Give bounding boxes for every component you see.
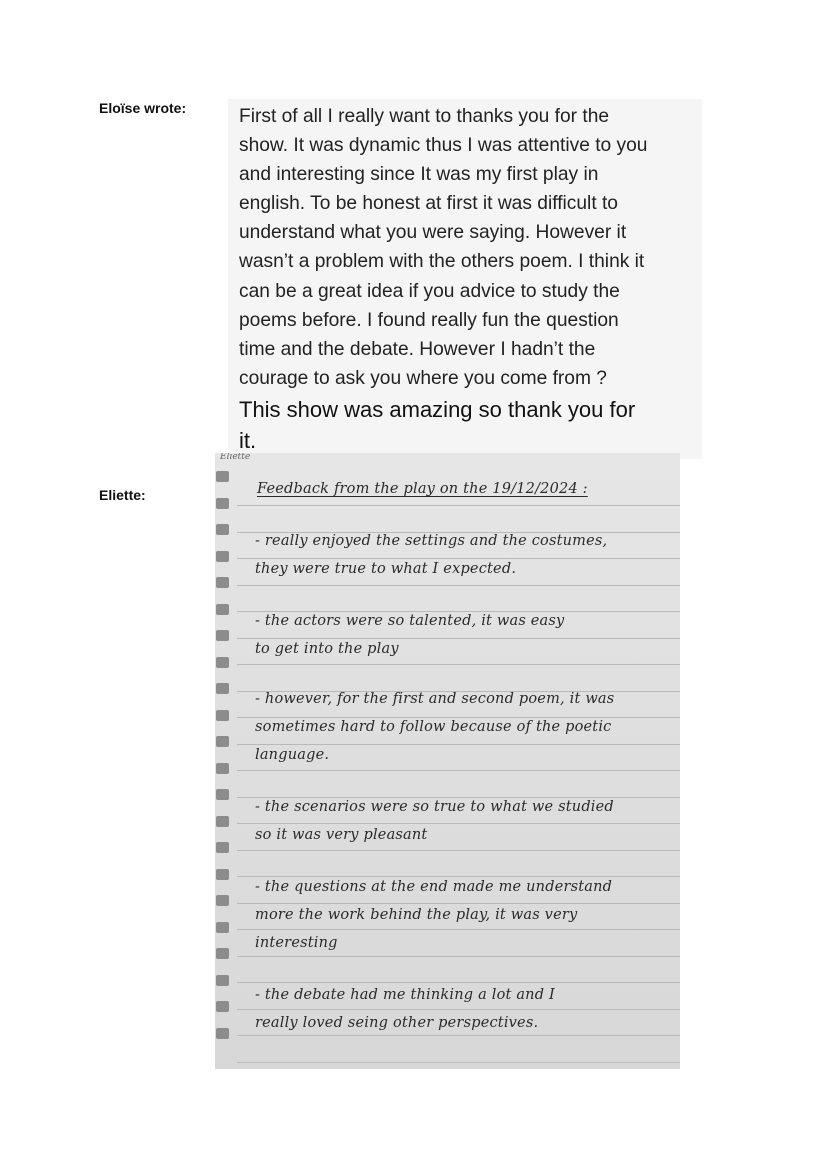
binder-hole — [216, 524, 229, 535]
binder-hole — [216, 498, 229, 509]
handwritten-line: - the scenarios were so true to what we studied — [255, 799, 614, 815]
ruled-line — [237, 505, 680, 506]
typed-feedback-text — [239, 102, 707, 393]
binder-hole — [216, 577, 229, 588]
ruled-line — [237, 638, 680, 639]
binder-hole — [216, 630, 229, 641]
binder-hole — [216, 869, 229, 880]
typed-line: understand what you were saying. However it — [239, 222, 627, 244]
typed-closing-line: This show was amazing so thank you for — [239, 397, 636, 422]
ruled-line — [237, 929, 680, 930]
handwritten-line: - the actors were so talented, it was easy — [255, 613, 565, 629]
binder-hole — [216, 816, 229, 827]
binder-hole — [216, 948, 229, 959]
ruled-line — [237, 956, 680, 957]
ruled-line — [237, 611, 680, 612]
notebook-name-tag: Eliette — [220, 453, 251, 462]
eliette-label: Eliette: — [99, 487, 146, 503]
binder-hole — [216, 471, 229, 482]
binder-hole — [216, 763, 229, 774]
handwritten-line: to get into the play — [255, 641, 399, 657]
handwritten-line: really loved seing other perspectives. — [255, 1015, 539, 1031]
handwritten-line: more the work behind the play, it was very — [255, 907, 578, 923]
typed-closing-line: it. — [239, 428, 257, 453]
handwritten-line: - however, for the first and second poem, it was — [255, 691, 615, 707]
eloise-label: Eloïse wrote: — [99, 100, 187, 116]
binder-hole — [216, 1001, 229, 1012]
ruled-line — [237, 823, 680, 824]
handwritten-line: - the debate had me thinking a lot and I — [255, 987, 555, 1003]
ruled-line — [237, 876, 680, 877]
ruled-line — [237, 903, 680, 904]
typed-line: and interesting since It was my first play in — [239, 164, 599, 186]
typed-line: First of all I really want to thanks you for the — [239, 106, 610, 127]
ruled-line — [237, 982, 680, 983]
handwritten-line: - really enjoyed the settings and the costumes, — [255, 533, 608, 549]
binder-hole — [216, 975, 229, 986]
ruled-line — [237, 1035, 680, 1036]
handwritten-notebook-photo — [215, 453, 680, 1069]
ruled-line — [237, 664, 680, 665]
binder-hole — [216, 789, 229, 800]
ruled-line — [237, 770, 680, 771]
typed-line: courage to ask you where you come from ? — [239, 367, 607, 389]
binder-hole — [216, 1028, 229, 1039]
ruled-line — [237, 1009, 680, 1010]
handwritten-line: - the questions at the end made me understand — [255, 879, 613, 895]
binder-hole — [216, 710, 229, 721]
typed-closing-text — [239, 394, 707, 456]
typed-line: wasn’t a problem with the others poem. I think it — [239, 251, 645, 273]
ruled-line — [237, 744, 680, 745]
handwritten-line: so it was very pleasant — [255, 827, 428, 843]
handwritten-line: they were true to what I expected. — [255, 561, 517, 577]
ruled-line — [237, 558, 680, 559]
handwritten-line: language. — [255, 747, 330, 763]
ruled-line — [237, 717, 680, 718]
binder-hole — [216, 922, 229, 933]
typed-line: english. To be honest at first it was difficult to — [239, 193, 618, 215]
binder-hole — [216, 895, 229, 906]
typed-line: show. It was dynamic thus I was attentive to you — [239, 135, 648, 157]
typed-line: can be a great idea if you advice to study the — [239, 280, 620, 302]
ruled-line — [237, 797, 680, 798]
typed-line: time and the debate. However I hadn’t the — [239, 338, 596, 360]
ruled-line — [237, 1062, 680, 1063]
typed-line: poems before. I found really fun the question — [239, 309, 619, 331]
handwritten-line: sometimes hard to follow because of the poetic — [255, 719, 612, 735]
binder-hole — [216, 842, 229, 853]
binder-hole — [216, 736, 229, 747]
handwritten-line: interesting — [255, 935, 338, 951]
notebook-title: Feedback from the play on the 19/12/2024 : — [257, 481, 588, 497]
binder-hole — [216, 683, 229, 694]
binder-hole — [216, 551, 229, 562]
binder-holes — [215, 471, 231, 1069]
ruled-line — [237, 850, 680, 851]
binder-hole — [216, 657, 229, 668]
ruled-line — [237, 585, 680, 586]
binder-hole — [216, 604, 229, 615]
